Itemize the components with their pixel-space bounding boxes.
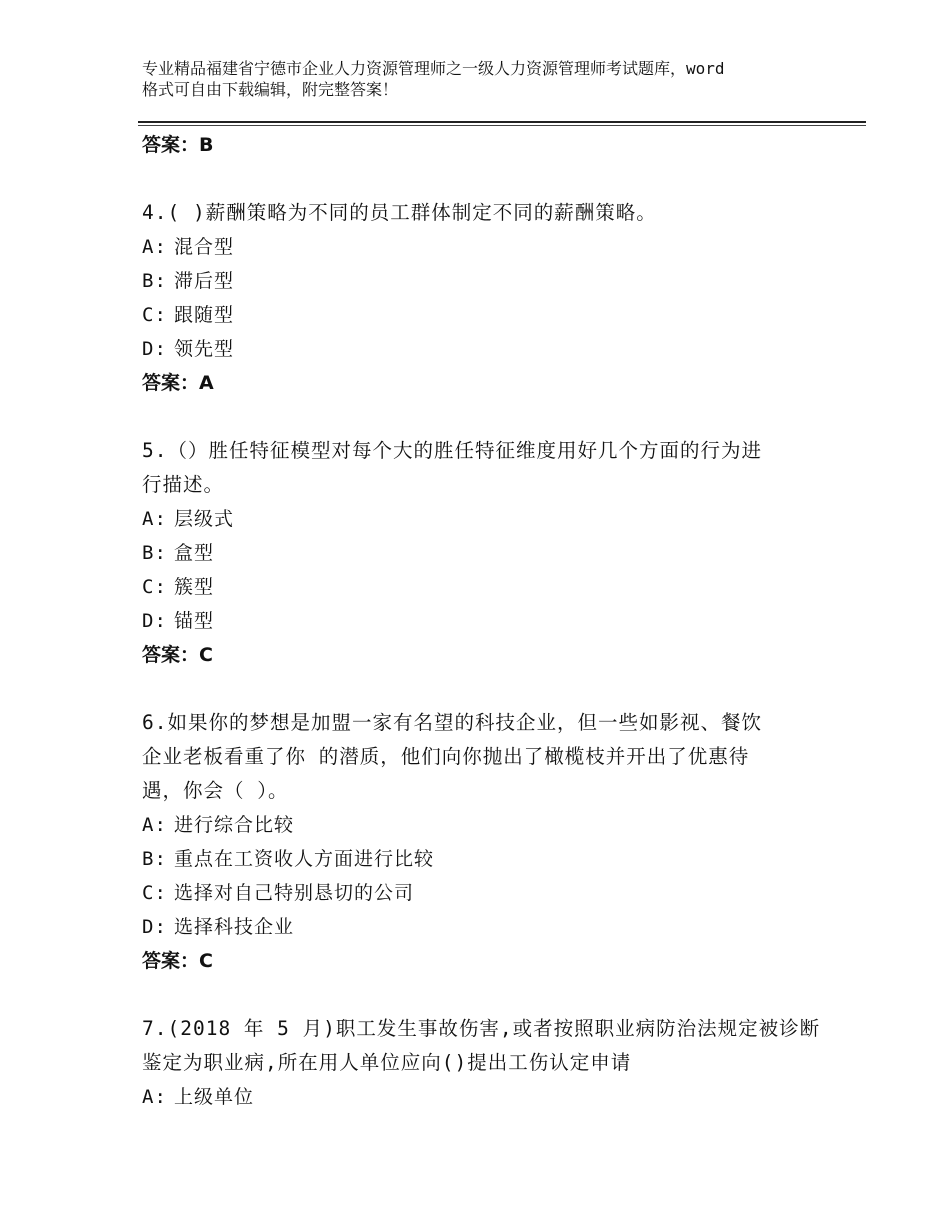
document-header <box>142 58 832 100</box>
option-text: 锚型 <box>174 610 215 632</box>
option-text: 选择科技企业 <box>174 916 295 938</box>
option-key: D: <box>142 610 167 632</box>
question-4 <box>142 196 822 400</box>
option-text: 混合型 <box>174 236 235 258</box>
option-a <box>142 808 822 842</box>
option-key: A: <box>142 508 167 530</box>
option-a <box>142 230 822 264</box>
option-key: B: <box>142 848 167 870</box>
option-key: C: <box>142 304 167 326</box>
option-a <box>142 1080 822 1114</box>
option-text: 上级单位 <box>174 1086 255 1108</box>
option-c <box>142 876 822 910</box>
option-text: 选择对自己特别恳切的公司 <box>174 882 415 904</box>
question-text: 4.( )薪酬策略为不同的员工群体制定不同的薪酬策略。 <box>142 201 657 224</box>
header-title-line-2: 格式可自由下载编辑，附完整答案！ <box>142 80 399 99</box>
answer-line: 答案：A <box>142 372 214 394</box>
question-text: 5.（）胜任特征模型对每个大的胜任特征维度用好几个方面的行为进 <box>142 439 762 462</box>
answer-line: 答案：C <box>142 644 213 666</box>
option-d <box>142 332 822 366</box>
question-7 <box>142 1012 822 1114</box>
option-d <box>142 604 822 638</box>
option-text: 盒型 <box>174 542 215 564</box>
question-5 <box>142 434 822 672</box>
option-c <box>142 298 822 332</box>
option-key: B: <box>142 542 167 564</box>
answer-line: 答案：C <box>142 950 213 972</box>
option-text: 重点在工资收人方面进行比较 <box>174 848 435 870</box>
option-key: A: <box>142 1086 167 1108</box>
question-text: 6.如果你的梦想是加盟一家有名望的科技企业，但一些如影视、餐饮 <box>142 711 762 734</box>
option-key: D: <box>142 916 167 938</box>
option-b <box>142 842 822 876</box>
header-divider-thin <box>138 125 866 126</box>
option-text: 进行综合比较 <box>174 814 295 836</box>
option-key: C: <box>142 882 167 904</box>
question-text: 遇，你会（ ）。 <box>142 779 289 802</box>
option-key: D: <box>142 338 167 360</box>
answer-line: 答案：B <box>142 134 214 156</box>
option-c <box>142 570 822 604</box>
header-title-line-1: 专业精品福建省宁德市企业人力资源管理师之一级人力资源管理师考试题库，word <box>142 59 725 78</box>
option-text: 领先型 <box>174 338 235 360</box>
option-text: 滞后型 <box>174 270 235 292</box>
question-text: 行描述。 <box>142 473 225 496</box>
option-key: A: <box>142 236 167 258</box>
option-key: C: <box>142 576 167 598</box>
question-text: 7.(2018 年 5 月)职工发生事故伤害,或者按照职业病防治法规定被诊断 <box>142 1017 821 1040</box>
option-d <box>142 910 822 944</box>
header-divider-thick <box>138 121 866 123</box>
option-text: 跟随型 <box>174 304 235 326</box>
option-text: 层级式 <box>174 508 235 530</box>
question-text: 鉴定为职业病,所在用人单位应向()提出工伤认定申请 <box>142 1051 632 1074</box>
option-b <box>142 536 822 570</box>
document-content <box>142 128 822 1114</box>
option-a <box>142 502 822 536</box>
question-6 <box>142 706 822 978</box>
option-text: 簇型 <box>174 576 215 598</box>
option-b <box>142 264 822 298</box>
option-key: B: <box>142 270 167 292</box>
option-key: A: <box>142 814 167 836</box>
question-text: 企业老板看重了你 的潜质，他们向你抛出了橄榄枝并开出了优惠待 <box>142 745 750 768</box>
